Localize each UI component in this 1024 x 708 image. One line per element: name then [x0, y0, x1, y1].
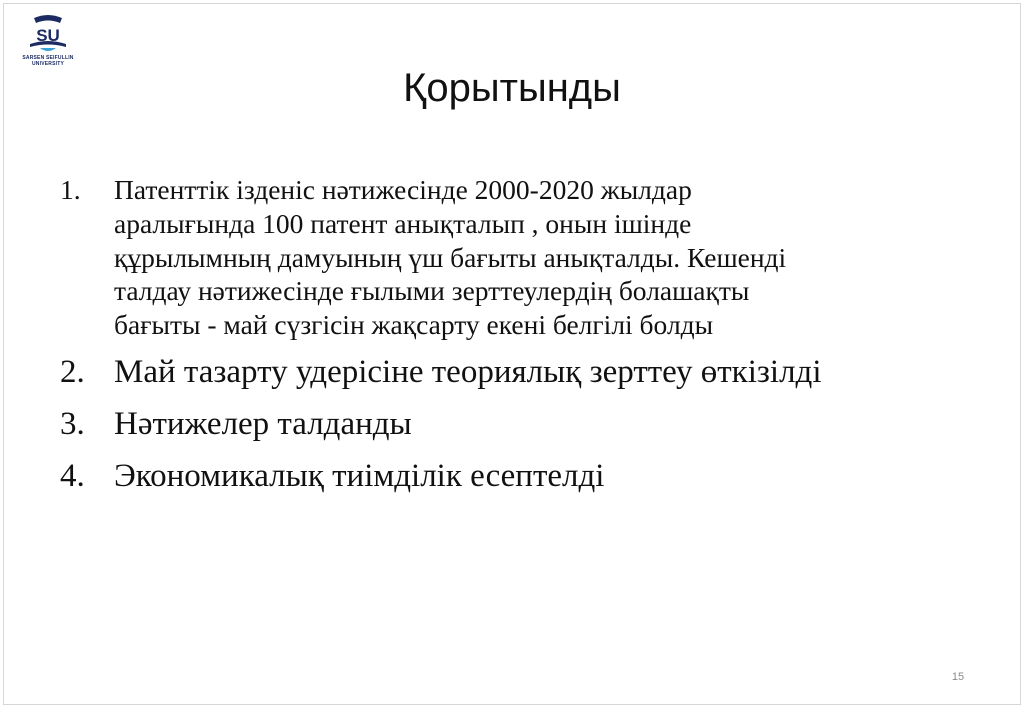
list-item-number: 3.	[60, 405, 85, 442]
logo-monogram: SU	[36, 26, 60, 45]
list-item-line: бағыты - май сүзгісін жақсарту екені белгілі болды	[114, 309, 714, 341]
list-item	[60, 456, 960, 496]
list-item-line: талдау нәтижесінде ғылыми зерттеулердің болашақты	[114, 275, 750, 307]
list-item-line: аралығында 100 патент анықталып , онын ішінде	[114, 207, 692, 239]
list-item	[60, 404, 960, 444]
logo-text-line2: UNIVERSITY	[31, 61, 64, 67]
list-item-line: Патенттік ізденіс нәтижесінде 2000-2020 жылдар	[114, 174, 692, 205]
list-item-number: 1.	[60, 174, 81, 205]
list-item-number: 4.	[60, 457, 85, 494]
list-item-text: Экономикалық тиімділік есептелді	[114, 457, 605, 494]
list-item	[60, 173, 960, 342]
slide-title: Қорытынды	[403, 66, 621, 110]
logo-text-line1: SARSEN SEIFULLIN	[22, 55, 74, 61]
list-item-text: Нәтижелер талданды	[114, 405, 412, 442]
list-item-line: құрылымның дамуының үш бағыты анықталды. Кешенді	[114, 241, 787, 273]
logo-emblem-icon	[22, 14, 74, 56]
page-number: 15	[951, 671, 965, 683]
list-item-number: 2.	[60, 353, 85, 390]
conclusion-list	[60, 173, 960, 496]
list-item-text: Май тазарту удерісіне теориялық зерттеу өткізілді	[114, 353, 822, 390]
list-item	[60, 352, 960, 392]
